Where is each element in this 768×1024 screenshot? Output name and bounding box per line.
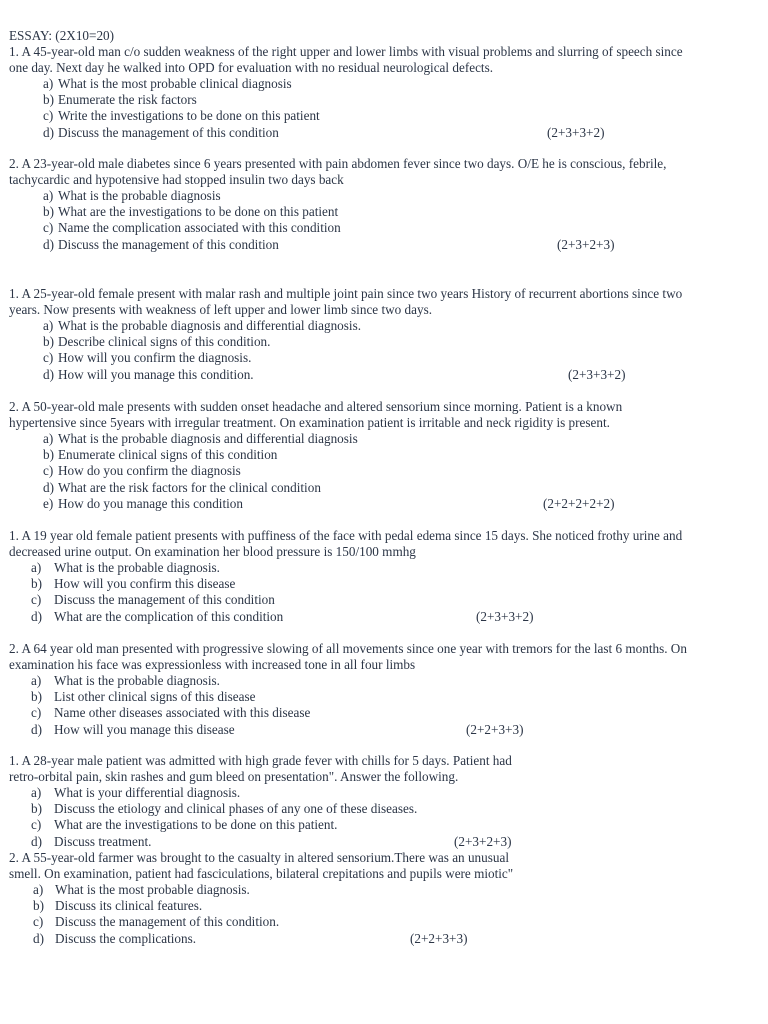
part-text: Discuss treatment. [54, 833, 152, 849]
part-text: What is your differential diagnosis. [54, 785, 241, 801]
part-label: a) [43, 76, 54, 92]
part-text: How do you confirm the diagnosis [58, 463, 241, 479]
part-label: c) [31, 705, 42, 721]
question-stem-line: 2. A 50-year-old male presents with sudden onset headache and altered sensorium since morning. Patient is a known [9, 399, 623, 414]
part-text: Name other diseases associated with this disease [54, 705, 311, 721]
question-part [0, 834, 768, 850]
question-part [0, 237, 768, 253]
part-label: b) [43, 447, 54, 463]
marks-distribution: (2+3+3+2) [476, 608, 534, 624]
question-part [0, 722, 768, 738]
part-text: What is the probable diagnosis. [54, 560, 220, 576]
part-text: Discuss the etiology and clinical phases of any one of these diseases. [54, 801, 418, 817]
question-stem-line: examination his face was expressionless with increased tone in all four limbs [9, 657, 416, 673]
question-part [0, 898, 768, 914]
part-label: d) [43, 366, 54, 382]
part-label: c) [43, 463, 54, 479]
question-part [0, 609, 768, 625]
question-part [0, 350, 768, 366]
question-stem-line: decreased urine output. On examination her blood pressure is 150/100 mmhg [9, 544, 416, 560]
question-part [0, 576, 768, 592]
part-text: What are the risk factors for the clinical condition [58, 479, 321, 495]
question-part [0, 367, 768, 383]
question-part [0, 334, 768, 350]
part-text: Enumerate the risk factors [58, 92, 197, 108]
part-text: How will you manage this condition. [58, 366, 254, 382]
part-text: Describe clinical signs of this condition. [58, 334, 271, 350]
question-part [0, 496, 768, 512]
part-label: c) [43, 108, 54, 124]
part-text: What are the investigations to be done on this patient [58, 204, 339, 220]
marks-distribution: (2+3+3+2) [568, 366, 626, 382]
part-text: How will you confirm the diagnosis. [58, 350, 252, 366]
part-label: c) [31, 817, 42, 833]
marks-distribution: (2+3+2+3) [557, 236, 615, 252]
part-label: c) [33, 914, 44, 930]
part-label: d) [33, 930, 44, 946]
part-label: a) [31, 560, 42, 576]
part-text: What is the probable diagnosis and differential diagnosis. [58, 318, 361, 334]
part-text: What are the investigations to be done on this patient. [54, 817, 338, 833]
part-label: d) [43, 124, 54, 140]
question-part [0, 801, 768, 817]
question-part [0, 204, 768, 220]
question-part [0, 92, 768, 108]
part-label: a) [31, 673, 42, 689]
part-text: Discuss the management of this condition [54, 592, 275, 608]
question-stem-line: 2. A 23-year-old male diabetes since 6 years presented with pain abdomen fever since two days. O/E he is conscious, febrile, [9, 156, 667, 171]
question-part [0, 463, 768, 479]
question-part [0, 318, 768, 334]
part-label: e) [43, 495, 54, 511]
part-text: What are the complication of this condition [54, 608, 284, 624]
question-stem-line: 2. A 55-year-old farmer was brought to the casualty in altered sensorium.There was an unusual [9, 850, 509, 865]
question-part [0, 431, 768, 447]
question-part [0, 914, 768, 930]
part-text: Name the complication associated with this condition [58, 220, 341, 236]
part-text: What is the probable diagnosis. [54, 673, 220, 689]
question-part [0, 673, 768, 689]
part-text: Discuss the management of this condition [58, 124, 279, 140]
part-label: b) [43, 92, 54, 108]
part-label: c) [43, 350, 54, 366]
question-part [0, 882, 768, 898]
part-label: d) [43, 479, 54, 495]
part-text: What is the most probable diagnosis. [55, 882, 250, 898]
part-text: What is the probable diagnosis and differential diagnosis [58, 431, 358, 447]
question-part [0, 125, 768, 141]
part-text: Discuss the management of this condition [58, 236, 279, 252]
part-label: b) [31, 576, 42, 592]
part-label: b) [33, 898, 44, 914]
marks-distribution: (2+2+3+3) [410, 930, 468, 946]
question-stem-line: hypertensive since 5years with irregular treatment. On examination patient is irritable and neck rigidity is present. [9, 415, 610, 431]
question-stem-line: 1. A 45-year-old man c/o sudden weakness of the right upper and lower limbs with visual problems and slurring of speech since [9, 44, 683, 59]
question-part [0, 705, 768, 721]
question-part [0, 188, 768, 204]
part-text: How do you manage this condition [58, 495, 243, 511]
question-part [0, 931, 768, 947]
question-part [0, 785, 768, 801]
question-stem-line: tachycardic and hypotensive had stopped insulin two days back [9, 172, 344, 188]
question-stem-line: retro-orbital pain, skin rashes and gum bleed on presentation". Answer the following. [9, 769, 459, 785]
question-stem-line: one day. Next day he walked into OPD for evaluation with no residual neurological defects. [9, 60, 494, 76]
question-part [0, 560, 768, 576]
question-part [0, 817, 768, 833]
question-part [0, 689, 768, 705]
question-part [0, 108, 768, 124]
part-label: a) [43, 431, 54, 447]
question-part [0, 76, 768, 92]
question-stem-line: smell. On examination, patient had fasciculations, bilateral crepitations and pupils were miotic" [9, 866, 514, 882]
part-text: Enumerate clinical signs of this condition [58, 447, 278, 463]
part-text: Discuss its clinical features. [55, 898, 203, 914]
part-text: What is the most probable clinical diagnosis [58, 76, 292, 92]
part-label: b) [31, 801, 42, 817]
part-label: b) [43, 334, 54, 350]
essay-heading: ESSAY: (2X10=20) [9, 28, 115, 43]
part-label: d) [31, 608, 42, 624]
part-text: How will you manage this disease [54, 721, 235, 737]
marks-distribution: (2+2+2+2+2) [543, 495, 615, 511]
question-stem-line: years. Now presents with weakness of left upper and lower limb since two days. [9, 302, 432, 318]
part-label: a) [33, 882, 44, 898]
question-stem-line: 1. A 25-year-old female present with malar rash and multiple joint pain since two years History of recurrent abortions since two [9, 286, 683, 301]
marks-distribution: (2+3+2+3) [454, 833, 512, 849]
marks-distribution: (2+2+3+3) [466, 721, 524, 737]
part-label: d) [43, 236, 54, 252]
part-label: a) [43, 188, 54, 204]
part-label: c) [43, 220, 54, 236]
part-label: d) [31, 833, 42, 849]
part-label: a) [31, 785, 42, 801]
question-part [0, 592, 768, 608]
part-text: List other clinical signs of this disease [54, 689, 256, 705]
part-text: Discuss the management of this condition. [55, 914, 280, 930]
part-text: Discuss the complications. [55, 930, 197, 946]
part-text: What is the probable diagnosis [58, 188, 221, 204]
part-text: Write the investigations to be done on this patient [58, 108, 320, 124]
part-text: How will you confirm this disease [54, 576, 236, 592]
part-label: b) [43, 204, 54, 220]
part-label: b) [31, 689, 42, 705]
part-label: c) [31, 592, 42, 608]
question-part [0, 220, 768, 236]
question-part [0, 480, 768, 496]
question-stem-line: 1. A 19 year old female patient presents with puffiness of the face with pedal edema since 15 days. She noticed frothy urine and [9, 528, 683, 543]
question-part [0, 447, 768, 463]
question-stem-line: 1. A 28-year male patient was admitted with high grade fever with chills for 5 days. Patient had [9, 753, 512, 768]
marks-distribution: (2+3+3+2) [547, 124, 605, 140]
question-stem-line: 2. A 64 year old man presented with progressive slowing of all movements since one year with tremors for the last 6 months. On [9, 641, 687, 656]
part-label: a) [43, 318, 54, 334]
part-label: d) [31, 721, 42, 737]
